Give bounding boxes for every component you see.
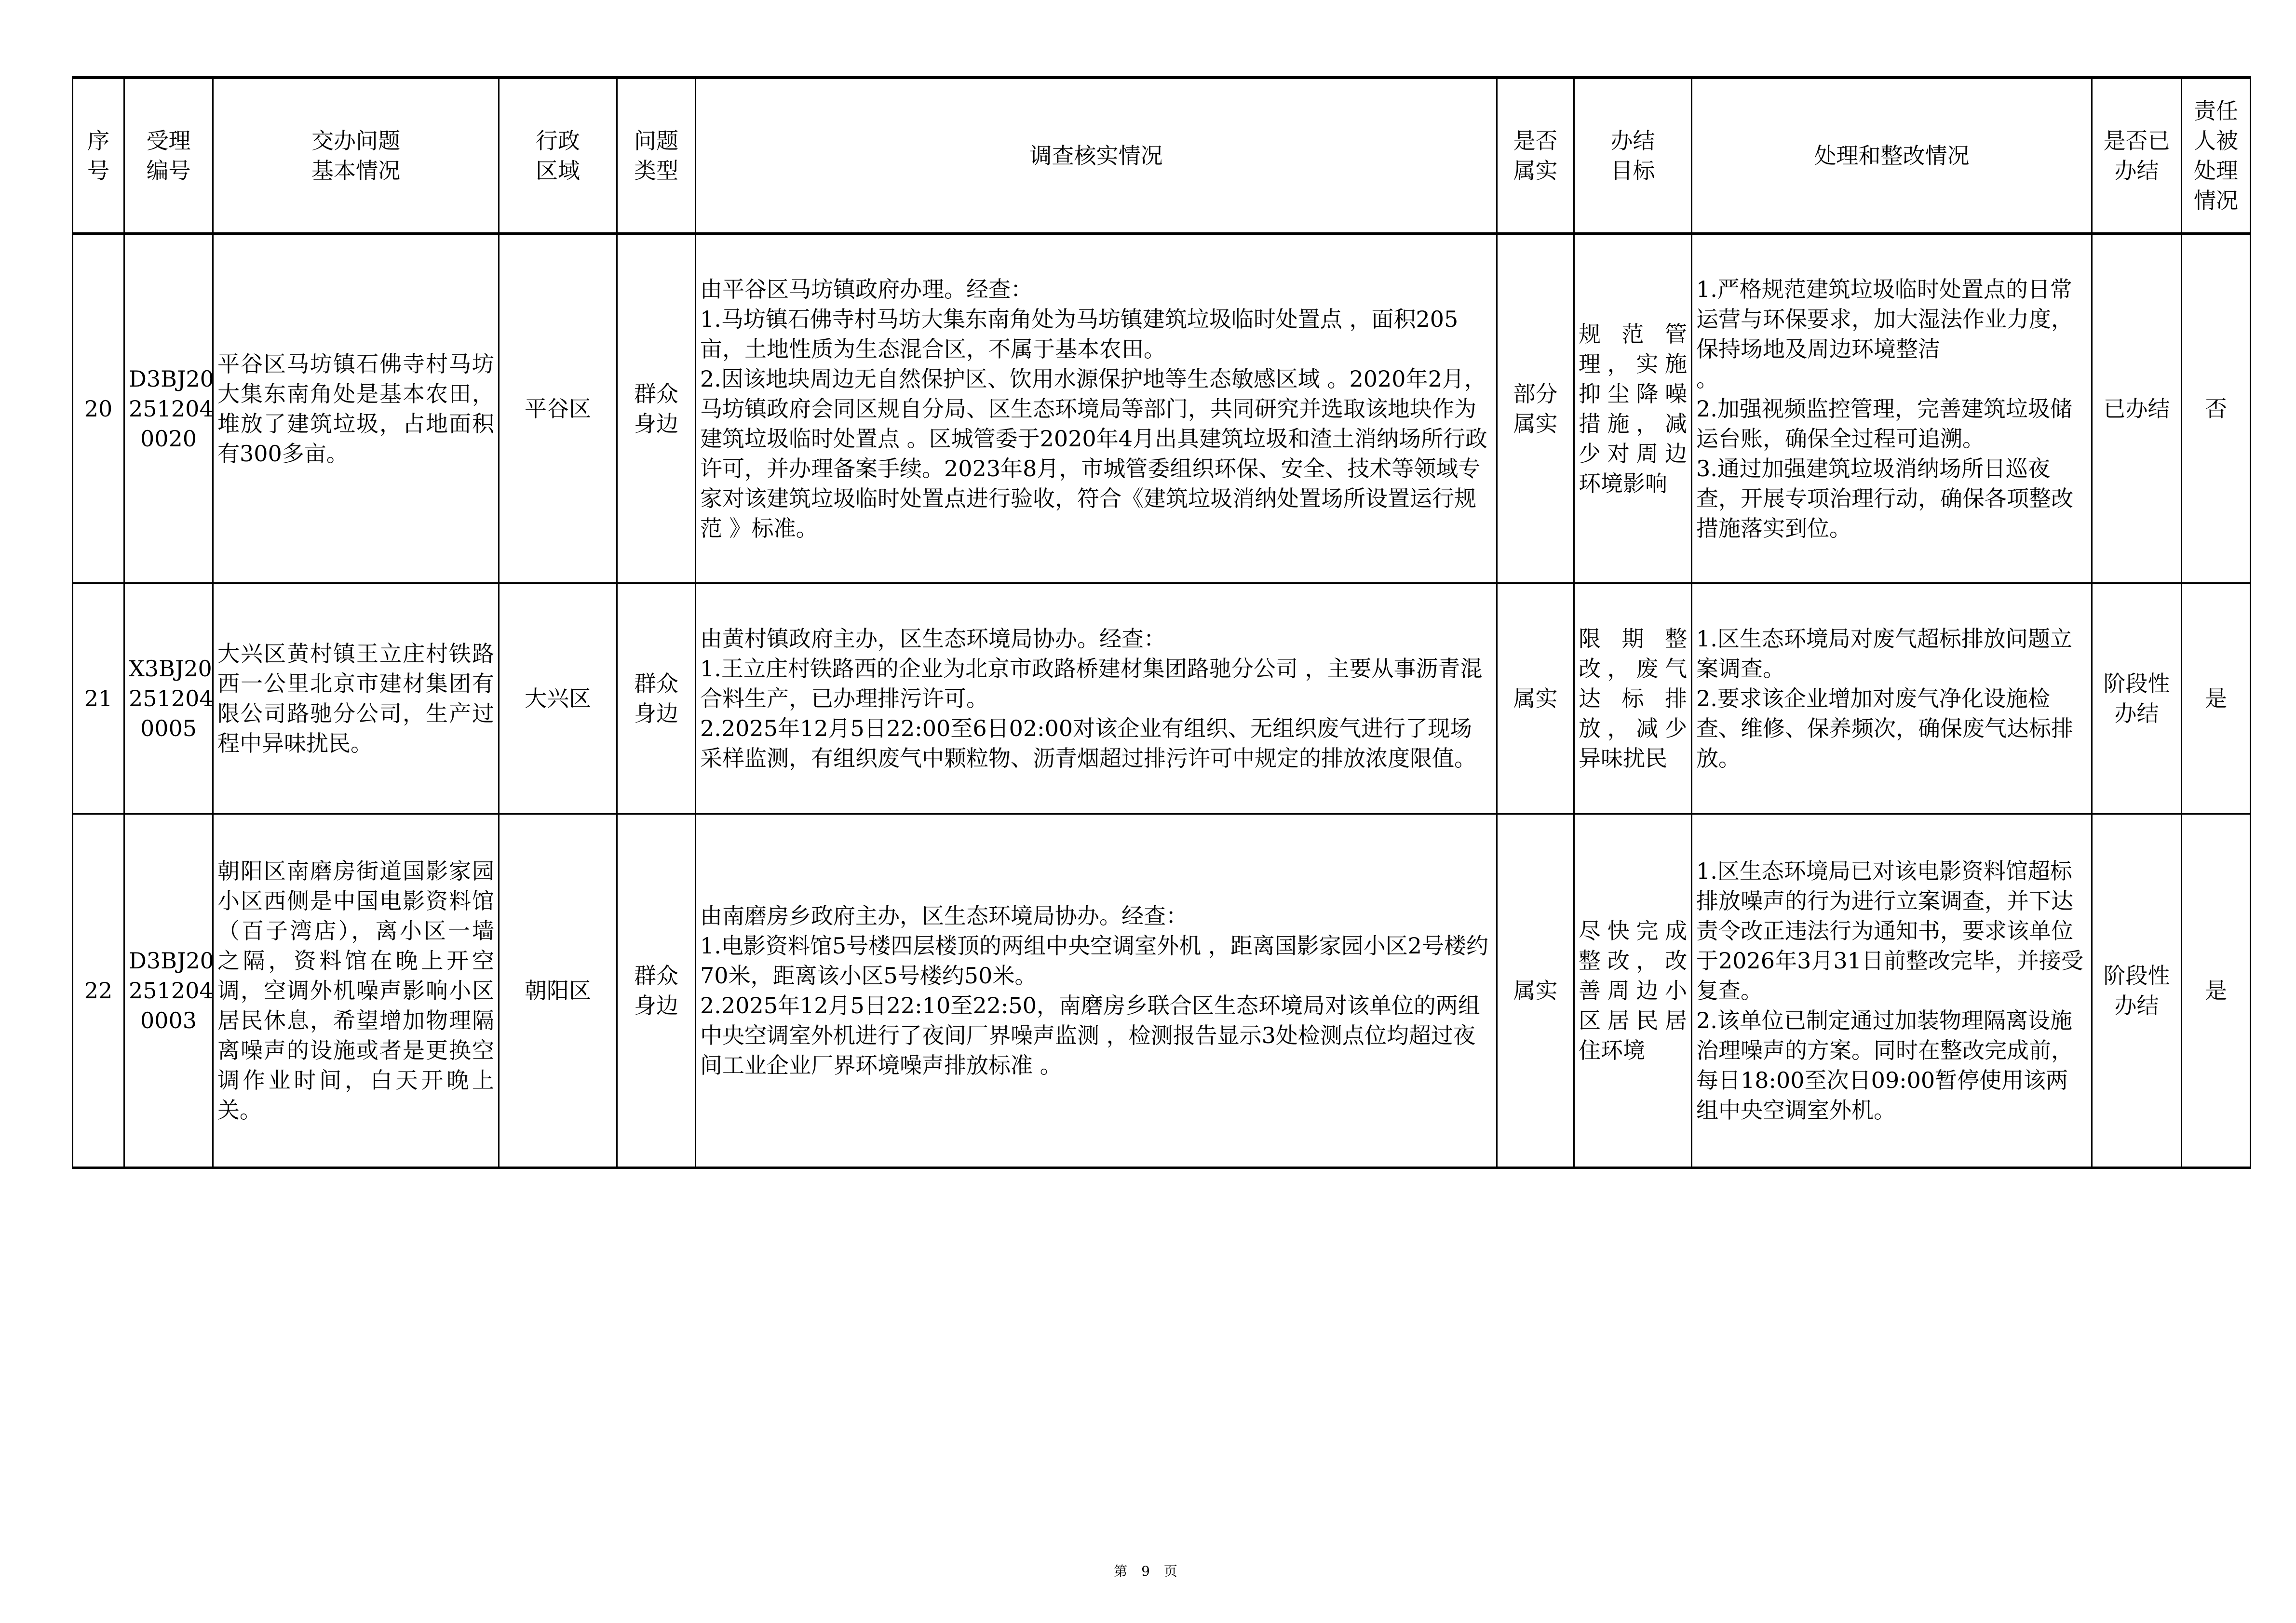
- table-row: [73, 583, 2251, 814]
- table-row: [73, 234, 2251, 583]
- cell-seq: 21: [73, 583, 124, 814]
- header-actions: 处理和整改情况: [1692, 78, 2092, 234]
- page-number: 第 9 页: [1114, 1563, 1182, 1579]
- cell-issue: 朝阳区南磨房街道国影家园小区西侧是中国电影资料馆（百子湾店），离小区一墙之隔，资料馆在晚上开空调，空调外机噪声影响小区居民休息，希望增加物理隔离噪声的设施或者是更换空调作业时间，白天开晚上关。: [213, 814, 499, 1168]
- cell-type: 群众 身边: [617, 234, 696, 583]
- cell-closed: 阶段性 办结: [2092, 814, 2182, 1168]
- cell-accountability: 是: [2182, 583, 2251, 814]
- cell-district: 朝阳区: [499, 814, 617, 1168]
- cell-goal: 尽快完成整改，改善周边小区居民居住环境: [1574, 814, 1692, 1168]
- table-row: [73, 814, 2251, 1168]
- cell-investigation: 由平谷区马坊镇政府办理。经查： 1.马坊镇石佛寺村马坊大集东南角处为马坊镇建筑垃圾临时处置点 ，面积205亩，土地性质为生态混合区，不属于基本农田。 2.因该地块周边无自然保护区、饮用水源保护地等生态敏感区域 。2020年2月，马坊镇政府会同区规自分局、区生态环境局等部门，共同研究并选取该地块作为建筑垃圾临时处置点 。区城管委于2020年4月出具建筑垃圾和渣土消纳场所行政许可，并办理备案手续。2023年8月，市城管委组织环保、安全、技术等领域专家对该建筑垃圾临时处置点进行验收，符合《建筑垃圾消纳处置场所设置运行规范 》标准。: [696, 234, 1497, 583]
- cell-closed: 阶段性 办结: [2092, 583, 2182, 814]
- cell-investigation: 由南磨房乡政府主办，区生态环境局协办。经查： 1.电影资料馆5号楼四层楼顶的两组中央空调室外机 ，距离国影家园小区2号楼约70米，距离该小区5号楼约50米。 2.2025年12月5日22:10至22:50，南磨房乡联合区生态环境局对该单位的两组中央空调室外机进行了夜间厂界噪声监测 ，检测报告显示3处检测点位均超过夜间工业企业厂界环境噪声排放标准 。: [696, 814, 1497, 1168]
- header-type: 问题 类型: [617, 78, 696, 234]
- cell-case-id: X3BJ20 251204 0005: [124, 583, 213, 814]
- cell-goal: 限期整改，废气达标排放，减少异味扰民: [1574, 583, 1692, 814]
- cell-issue: 平谷区马坊镇石佛寺村马坊大集东南角处是基本农田，堆放了建筑垃圾，占地面积有300多亩。: [213, 234, 499, 583]
- header-investigation: 调查核实情况: [696, 78, 1497, 234]
- cell-issue: 大兴区黄村镇王立庄村铁路西一公里北京市建材集团有限公司路驰分公司，生产过程中异味扰民。: [213, 583, 499, 814]
- cell-actions: 1.区生态环境局已对该电影资料馆超标排放噪声的行为进行立案调查，并下达责令改正违法行为通知书，要求该单位于2026年3月31日前整改完毕，并接受复查。 2.该单位已制定通过加装物理隔离设施治理噪声的方案。同时在整改完成前，每日18:00至次日09:00暂停使用该两组中央空调室外机。: [1692, 814, 2092, 1168]
- cell-type: 群众 身边: [617, 814, 696, 1168]
- header-seq: 序 号: [73, 78, 124, 234]
- header-issue: 交办问题 基本情况: [213, 78, 499, 234]
- header-verified: 是否 属实: [1497, 78, 1574, 234]
- cell-type: 群众 身边: [617, 583, 696, 814]
- header-closed: 是否已 办结: [2092, 78, 2182, 234]
- cell-case-id: D3BJ20 251204 0003: [124, 814, 213, 1168]
- cell-case-id: D3BJ20 251204 0020: [124, 234, 213, 583]
- header-district: 行政 区域: [499, 78, 617, 234]
- supervision-report-table-container: [72, 76, 2250, 1169]
- cell-actions: 1.严格规范建筑垃圾临时处置点的日常运营与环保要求，加大湿法作业力度，保持场地及周边环境整洁 。 2.加强视频监控管理，完善建筑垃圾储运台账，确保全过程可追溯。 3.通过加强建筑垃圾消纳场所日巡夜查，开展专项治理行动，确保各项整改措施落实到位。: [1692, 234, 2092, 583]
- cell-district: 大兴区: [499, 583, 617, 814]
- header-accountability: 责任 人被 处理 情况: [2182, 78, 2251, 234]
- case-handling-table: [72, 76, 2251, 1169]
- cell-accountability: 是: [2182, 814, 2251, 1168]
- cell-verified: 部分 属实: [1497, 234, 1574, 583]
- cell-seq: 22: [73, 814, 124, 1168]
- cell-verified: 属实: [1497, 814, 1574, 1168]
- cell-actions: 1.区生态环境局对废气超标排放问题立案调查。 2.要求该企业增加对废气净化设施检查、维修、保养频次，确保废气达标排放。: [1692, 583, 2092, 814]
- header-case-id: 受理 编号: [124, 78, 213, 234]
- cell-verified: 属实: [1497, 583, 1574, 814]
- cell-closed: 已办结: [2092, 234, 2182, 583]
- cell-seq: 20: [73, 234, 124, 583]
- cell-goal: 规范管理，实施抑尘降噪措施，减少对周边环境影响: [1574, 234, 1692, 583]
- table-header-row: [73, 78, 2251, 234]
- cell-accountability: 否: [2182, 234, 2251, 583]
- cell-district: 平谷区: [499, 234, 617, 583]
- header-goal: 办结 目标: [1574, 78, 1692, 234]
- cell-investigation: 由黄村镇政府主办，区生态环境局协办。经查： 1.王立庄村铁路西的企业为北京市政路桥建材集团路驰分公司 ，主要从事沥青混合料生产，已办理排污许可。 2.2025年12月5日22:00至6日02:00对该企业有组织、无组织废气进行了现场采样监测，有组织废气中颗粒物、沥青烟超过排污许可中规定的排放浓度限值。: [696, 583, 1497, 814]
